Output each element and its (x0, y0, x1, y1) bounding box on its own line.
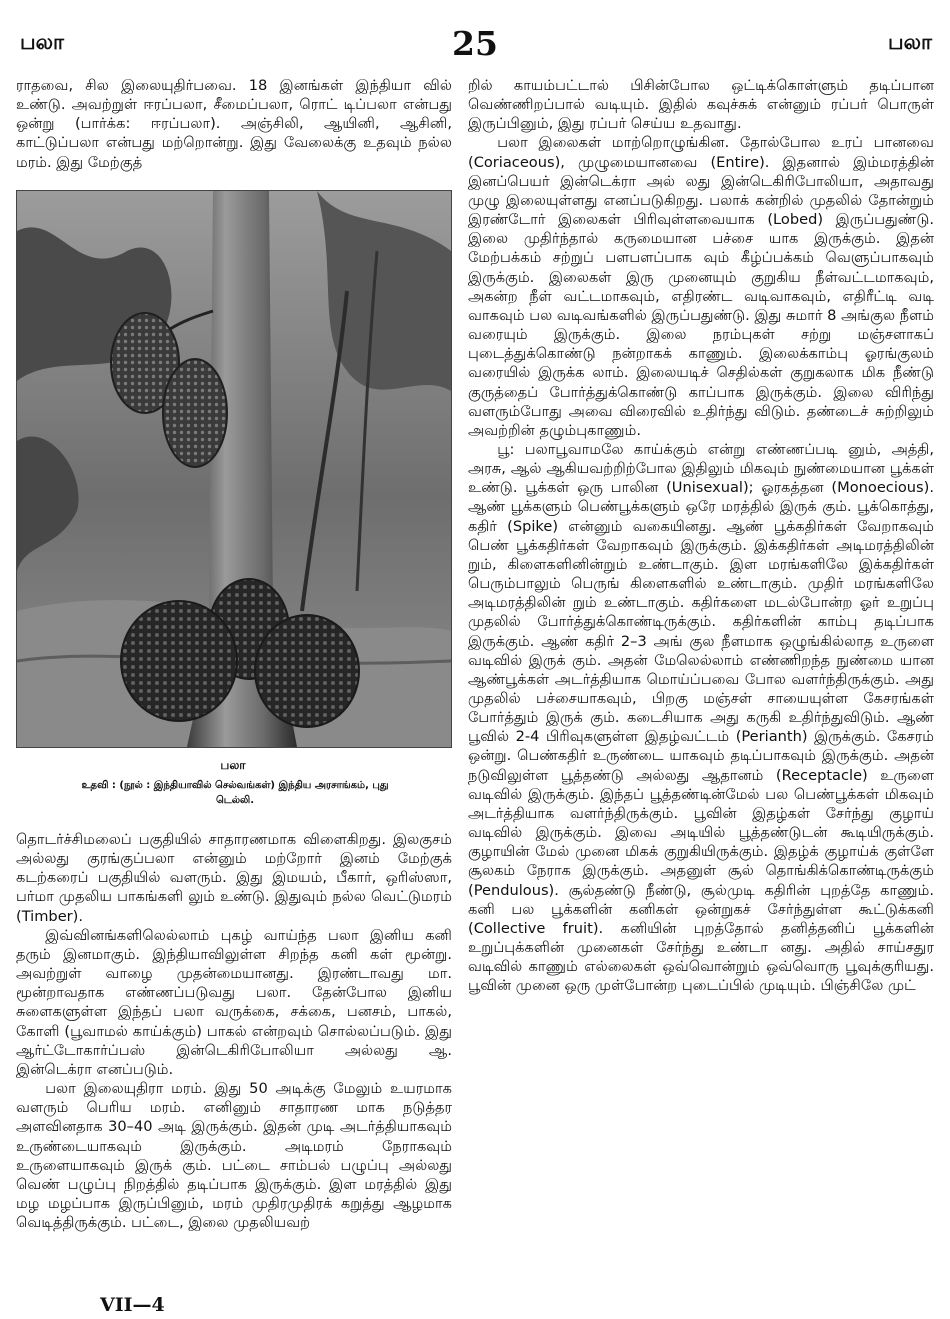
paragraph: ராதவை, சில இலையுதிர்பவை. 18 இனங்கள் இந்தியா வில் உண்டு. அவற்றுள் ஈரப்பலா, சீமைப்பலா, ரொட் டிப்பலா என்பது ஒன்று (பார்க்க: ஈரப்பலா). அஞ்சிலி, ஆயினி, ஆசினி, காட்டுப்பலா என்பது மற்றொன்று. இது வேலைக்கு உதவும் நல்ல மரம். இது மேற்குத் (16, 77, 452, 171)
jackfruit-tree-photo (16, 190, 452, 748)
paragraph: இவ்வினங்களிலெல்லாம் புகழ் வாய்ந்த பலா இனிய கனி தரும் இனமாகும். இந்தியாவிலுள்ள சிறந்த கனி கள் மூன்று. அவற்றுள் வாழை முதன்மையானது. இரண்டாவது மா. மூன்றாவதாக எண்ணப்படுவது பலா. தேன்போல இனிய சுளைகளுள்ள இந்தப் பலா வருக்கை, சக்கை, பனசம், பாகல், கோளி (பூவாமல் காய்க்கும்) பாகல் என்றவும் சொல்லப்படும். இது ஆர்ட்டோகார்ப்பஸ் இன்டெகிரிபோலியா அல்லது ஆ. இன்டெக்ரா எனப்படும். (16, 926, 452, 1078)
left-column-bottom (16, 830, 452, 1232)
running-head-left: பலா (20, 30, 65, 54)
paragraph: தொடர்ச்சிமலைப் பகுதியில் சாதாரணமாக விளைகிறது. இலகுசம் அல்லது குரங்குப்பலா என்னும் மற்றோர் இனம் மேற்குக் கடற்கரைப் பகுதியில் வளரும். இது இமயம், பீகார், ஒரிஸ்ஸா, பர்மா முதலிய பாகங்களி லும் உண்டு. இதுவும் நல்ல வெட்டுமரம் (Timber). (16, 831, 452, 925)
running-head-right: பலா (887, 30, 932, 54)
page-number: 25 (452, 24, 498, 63)
paragraph: றில் காயம்பட்டால் பிசின்போல ஒட்டிக்கொள்ளும் தடிப்பான வெண்ணிறப்பால் வடியும். இதில் கவுச்சுக் என்னும் ரப்பர் பொருள் இருப்பினும், இது ரப்பர் செய்ய உதவாது. (468, 77, 934, 133)
paragraph: பலா இலைகள் மாற்றொழுங்கின. தோல்போல உரப் பானவை (Coriaceous), முழுமையானவை (Entire). இதனால் இம்மரத்தின் இனப்பெயர் இன்டெக்ரா அல் லது இன்டெகிரிபோலியா, அதாவது முழு இலையுள்ளது எனப்படுகிறது. பலாக் கன்றில் முதலில் தோன்றும் இரண்டோர் இலைகள் பிரிவுள்ளவையாக (Lobed) இருப்பதுண்டு. இலை முதிர்ந்தால் கருமையான பச்சை யாக இருக்கும். இதன் மேற்பக்கம் சற்றுப் பளபளப்பாக வும் கீழ்ப்பக்கம் வெளுப்பாகவும் இருக்கும். இலைகள் இரு முனையும் குறுகிய நீள்வட்டமாகவும், அகன்ற நீள் வட்டமாகவும், எதிரண்ட வடிவாகவும், எதிரீட்டி வடி வாகவும் பல வடிவங்களில் இருப்பதுண்டு. இது சுமார் 8 அங்குல நீளம் வரையும் இருக்கும். இலை நரம்புகள் சற்று மஞ்சளாகப் புடைத்துக்கொண்டு நன்றாகக் காணும். இலைக்காம்பு ஓரங்குலம் வரையில் இருக்க லாம். இலையடிச் செதில்கள் குறுகலாக மிக நீண்டு குருத்தைப் போர்த்துக்கொண்டு காப்பாக இருக்கும். இலை விரிந்து வளரும்போது அவை விரைவில் உதிர்ந்து விடும். தண்டைச் சுற்றிலும் அவற்றின் தழும்புகாணும். (468, 134, 934, 439)
left-column-top (16, 76, 452, 172)
paragraph: பலா இலையுதிரா மரம். இது 50 அடிக்கு மேலும் உயரமாக வளரும் பெரிய மரம். எனினும் சாதாரண மாக நடுத்தர அளவினதாக 30–40 அடி இருக்கும். இதன் முடி அடர்த்தியாகவும் உருண்டையாகவும் இருக்கும். அடிமரம் நேராகவும் உருளையாகவும் இருக் கும். பட்டை சாம்பல் பழுப்பு அல்லது வெண் பழுப்பு நிறத்தில் தடிப்பாக இருக்கும். இள மரத்தில் இது மழ மழப்பாக இருப்பினும், மரம் முதிரமுதிரக் கறுத்து ஆழமாக வெடித்திருக்கும். பட்டை, இலை முதலியவற் (16, 1080, 452, 1232)
figure-credit: உதவி : (நூல் : இந்தியாவில் செல்வங்கள்) இந்திய அரசாங்கம், புது டெல்லி. (81, 780, 389, 806)
figure-title: பலா (220, 758, 246, 772)
jackfruit-tree-illustration (17, 191, 451, 747)
volume-signature: VII—4 (100, 1294, 165, 1316)
right-column (468, 76, 934, 996)
paragraph: பூ: பலாபூவாமலே காய்க்கும் என்று எண்ணப்படி னும், அத்தி, அரசு, ஆல் ஆகியவற்றிற்போல இதிலும் மிகவும் நுண்மையான பூக்கள் உண்டு. பூக்கள் ஒரு பாலின (Unisexual); ஓரகத்தன (Monoecious). ஆண் பூக்களும் பெண்பூக்களும் ஒரே மரத்தில் இருக் கும். பூக்கொத்து, கதிர் (Spike) என்னும் வகையினது. ஆண் பூக்கதிர்கள் வேறாகவும் பெண் பூக்கதிர்கள் வேறாகவும் இருக்கும். இக்கதிர்கள் அடிமரத்திலின் றும், கிளைகளினின்றும் உண்டாகும். இள மரங்களிலே இக்கதிர்கள் பெரும்பாலும் பெருங் கிளைகளில் உண்டாகும். முதிர் மரங்களிலே அடிமரத்திலின் றும் உண்டாகும். கதிர்களை மடல்போன்ற ஓர் உறுப்பு முதலில் போர்த்துக்கொண்டிருக்கும். கதிர்களின் காம்பு தடிப்பாக இருக்கும். ஆண் கதிர் 2–3 அங் குல நீளமாக ஒழுங்கில்லாத உருளை வடிவில் இருக் கும். அதன் மேலெல்லாம் எண்ணிறந்த நுண்மை யான ஆண்பூக்கள் அடர்த்தியாக மொய்ப்பவை போல வளர்ந்திருக்கும். அது முதலில் பச்சையாகவும், பிறகு மஞ்சள் சாயையுள்ள கேசரங்கள் போர்த்தும் இருக் கும். கடைசியாக அது கருகி உதிர்ந்துவிடும். ஆண் பூவில் 2-4 பிரிவுகளுள்ள இதழ்வட்டம் (Perianth) இருக்கும். கேசரம் ஒன்று. பெண்கதிர் உருண்டை யாகவும் தடிப்பாகவும் இருக்கும். அதன் நடுவிலுள்ள பூத்தண்டு அல்லது ஆதானம் (Receptacle) உருளை வடிவில் இருக்கும். இந்தப் பூத்தண்டின்மேல் பல பெண்பூக்கள் மிகவும் அடர்த்தியாக வளர்ந்திருக்கும். பூவின் இதழ்கள் சேர்ந்து குழாய் வடிவில் இருக்கும். இவை அடியில் பூத்தண்டுடன் கூடியிருக்கும். குழாயின் மேல் முனை மிகக் குறுகியிருக்கும். இதழ்க் குழாய்க் குள்ளே சூலகம் நேராக இருக்கும். அதனுள் சூல் தொங்கிக்கொண்டிருக்கும் (Pendulous). சூல்தண்டு நீண்டு, சூல்முடி கதிரின் புறத்தே காணும். கனி பல பூக்களின் கனிகள் ஒன்றுகச் சேர்ந்துள்ள கூட்டுக்கனி (Collective fruit). கனியின் புறத்தோல் தனித்தனிப் பூக்களின் உறுப்புக்களின் முனைகள் சேர்ந்து உண்டா னது. அதில் சாய்சதுர வடிவில் காணும் எல்லைகள் ஒவ்வொன்றும் ஒவ்வொரு பூவுக்குரியது. பூவின் முனை ஒரு முள்போன்ற புடைப்பில் முடியும். பிஞ்சிலே முட் (468, 440, 934, 995)
